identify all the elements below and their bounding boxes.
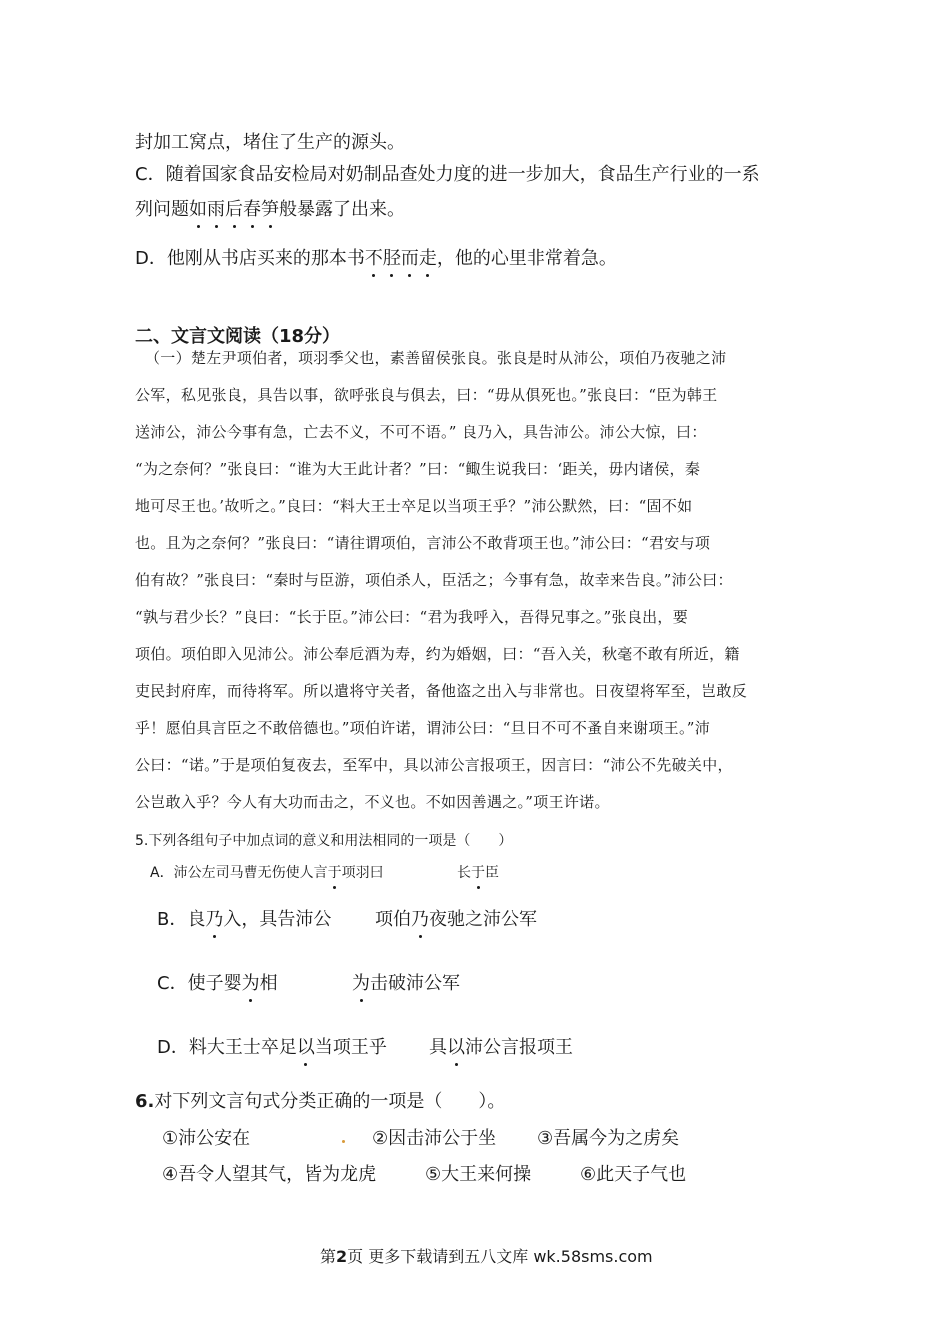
option-text: 当项王乎 [314, 1037, 387, 1058]
dotted-char: 乃 [411, 905, 429, 931]
option-text: 具 [429, 1037, 447, 1058]
option-text: 项伯 [375, 909, 411, 930]
option-c-line2-prefix: 列问题 [135, 199, 189, 220]
question-5-option-d [157, 1033, 387, 1059]
dotted-char: 而 [401, 244, 419, 270]
option-label: A． [150, 865, 174, 881]
question-5-option-d-right [429, 1033, 573, 1059]
option-text: 夜驰之沛公军 [429, 909, 537, 930]
section-heading: 二、文言文阅读（18分） [135, 326, 341, 347]
passage-line: （一）楚左尹项伯者，项羽季父也，素善留侯张良。张良是时从沛公，项伯乃夜驰之沛 [145, 349, 727, 367]
dotted-char: 如 [189, 195, 207, 221]
dotted-char: 以 [447, 1033, 465, 1059]
dotted-char: 笋 [261, 195, 279, 221]
option-text: 沛公左司马曹无伤使人言 [173, 865, 328, 881]
option-text: 相 [259, 973, 278, 994]
option-text: 长 [457, 865, 471, 881]
question-5-option-a [150, 862, 384, 882]
passage-line: 吏民封府库，而待将军。所以遣将守关者，备他盗之出入与非常也。日夜望将军至，岂敢反 [135, 682, 748, 700]
option-label: D． [157, 1037, 189, 1058]
dotted-char: 乃 [205, 905, 223, 931]
option-d-line [135, 244, 617, 270]
dotted-char: 走 [419, 244, 437, 270]
option-text: 良 [187, 909, 206, 930]
q6-item: ⑤大王来何操 [425, 1164, 532, 1185]
q6-item: ⑥此天子气也 [580, 1164, 687, 1185]
q6-item: ①沛公安在 [162, 1128, 251, 1149]
option-label: B． [157, 909, 188, 930]
dotted-char: 不 [365, 244, 383, 270]
passage-line: 也。且为之奈何？”张良曰：“请往谓项伯，言沛公不敢背项王也。”沛公曰：“君安与项 [135, 534, 711, 552]
footer-suffix: 页 更多下载请到五八文库 wk.58sms.com [347, 1247, 653, 1266]
dotted-char: 后 [225, 195, 243, 221]
option-d-prefix: D．他刚从书店买来的那本书 [135, 248, 365, 269]
option-text: 项羽曰 [341, 865, 384, 881]
option-c-line2 [135, 195, 405, 221]
option-d-suffix: ，他的心里非常着急。 [436, 248, 617, 269]
passage-line: 送沛公，沛公今事有急，亡去不义，不可不语。” 良乃入，具告沛公。沛公大惊，曰： [135, 423, 707, 441]
continued-text-line: 封加工窝点，堵住了生产的源头。 [135, 132, 405, 153]
passage-line: 伯有故？”张良曰：“秦时与臣游，项伯杀人，臣活之；今事有急，故幸来告良。”沛公曰： [135, 571, 733, 589]
passage-line: 公岂敢入乎？今人有大功而击之，不义也。不如因善遇之。”项王许诺。 [135, 793, 610, 811]
q6-item: ③吾属今为之虏矣 [537, 1128, 680, 1149]
footer-prefix: 第 [320, 1247, 337, 1266]
option-c-line2-suffix: 般暴露了出来。 [279, 199, 405, 220]
option-c-line1: C．随着国家食品安检局对奶制品查处力度的进一步加大，食品生产行业的一系 [135, 164, 760, 185]
dotted-char: 雨 [207, 195, 225, 221]
question-5-option-b [157, 905, 331, 931]
q6-item: ②因击沛公于坐 [372, 1128, 497, 1149]
passage-line: 公军，私见张良，具告以事，欲呼张良与俱去，曰：“毋从俱死也。”张良曰：“臣为韩王 [135, 386, 718, 404]
stray-mark [342, 1140, 345, 1143]
page-footer [320, 1244, 653, 1267]
page-number: 2 [336, 1247, 348, 1266]
option-label: C． [157, 973, 188, 994]
option-text: 臣 [485, 865, 499, 881]
passage-line: “孰与君少长？”良曰：“长于臣。”沛公曰：“君为我呼入，吾得兄事之。”张良出，要 [135, 608, 689, 626]
dotted-char: 为 [352, 969, 370, 995]
dotted-char: 为 [242, 969, 260, 995]
dotted-char: 春 [243, 195, 261, 221]
question-5-stem: 5.下列各组句子中加点词的意义和用法相同的一项是（ ） [135, 833, 513, 849]
passage-line: 项伯。项伯即入见沛公。沛公奉卮酒为寿，约为婚姻，曰：“吾入关，秋毫不敢有所近，籍 [135, 645, 740, 663]
dotted-char: 胫 [383, 244, 401, 270]
option-text: 入，具告沛公 [223, 909, 332, 930]
passage-line: 乎！愿伯具言臣之不敢倍德也。”项伯许诺，谓沛公曰：“旦日不可不蚤自来谢项王。”沛 [135, 719, 711, 737]
passage-line: 公曰：“诺。”于是项伯复夜去，至军中，具以沛公言报项王，因言曰：“沛公不先破关中， [135, 756, 733, 774]
dotted-char: 于 [328, 862, 342, 882]
question-number: 6. [135, 1091, 155, 1112]
question-5-option-c [157, 969, 278, 995]
option-text: 使子婴 [187, 973, 242, 994]
question-5-option-a-right [457, 862, 499, 882]
question-6-text: 对下列文言句式分类正确的一项是（ ）。 [154, 1091, 506, 1112]
question-6-stem [135, 1087, 505, 1113]
question-5-option-b-right [375, 905, 537, 931]
q6-item: ④吾令人望其气，皆为龙虎 [162, 1164, 377, 1185]
dotted-char: 以 [297, 1033, 315, 1059]
passage-line: 地可尽王也。’故听之。”良曰：“料大王士卒足以当项王乎？”沛公默然，曰：“固不如 [135, 497, 693, 515]
passage-line: “为之奈何？”张良曰：“谁为大王此计者？”曰：“鲰生说我曰：‘距关，毋内诸侯，秦 [135, 460, 701, 478]
option-text: 沛公言报项王 [465, 1037, 573, 1058]
option-text: 击破沛公军 [370, 973, 460, 994]
question-5-option-c-right [352, 969, 460, 995]
option-text: 料大王士卒足 [188, 1037, 297, 1058]
dotted-char: 于 [471, 862, 485, 882]
